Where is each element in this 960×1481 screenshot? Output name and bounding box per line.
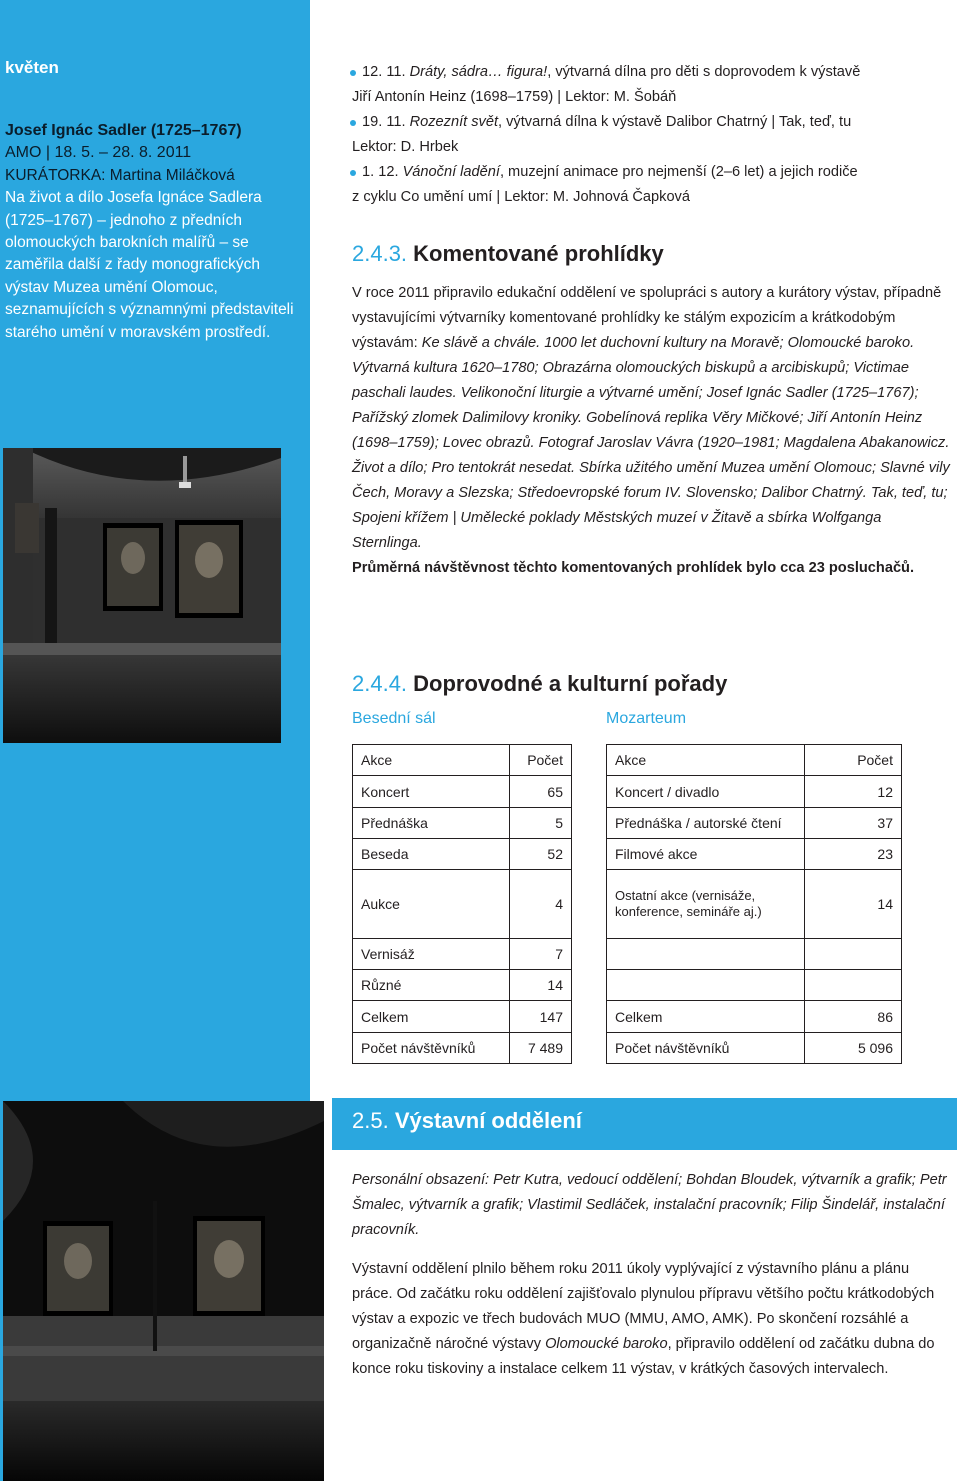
table-row: Koncert 65 <box>353 776 572 808</box>
besedni-sal-table <box>352 744 572 1064</box>
gallery-photo-hall <box>3 1101 324 1481</box>
list-item: 19. 11. Rozeznít svět, výtvarná dílna k výstavě Dalibor Chatrný | Tak, teď, tu Lektor: D. Hrbek <box>352 114 852 155</box>
section-heading: 2.4.4. Doprovodné a kulturní pořady <box>352 671 728 696</box>
sidebar-title: Josef Ignác Sadler (1725–1767) <box>5 122 242 139</box>
table-row: Přednáška 5 <box>353 808 572 839</box>
bullet-icon <box>350 70 356 76</box>
bullet-icon <box>350 170 356 176</box>
besedni-sal-heading: Besední sál <box>352 710 436 727</box>
exhibitions-text: Výstavní oddělení plnilo během roku 2011 úkoly vyplývající z výstavního plánu a plánu práce. Od začátku roku oddělení zajišťovalo plynulou přípravu většího počtu krátkodobých výstav a expozic ve třech budovách MUO (MMU, AMO, AMK). Po skončení rozsáhlé a organizačně náročné výstavy Olomoucké baroko, připravilo oddělení od začátku dubna do konce roku tiskoviny a instalace celkem 11 výstav, v krátkých časových intervalech. <box>352 1261 935 1377</box>
section-exhibitions-header <box>332 1098 957 1150</box>
section-guided-tours <box>352 241 952 581</box>
table-row: Vernisáž 7 <box>353 939 572 970</box>
table-row: Celkem 86 <box>607 1001 902 1033</box>
table-row: Počet návštěvníků 7 489 <box>353 1033 572 1064</box>
table-row: Aukce 4 <box>353 870 572 939</box>
gallery-photo-paintings <box>3 448 281 743</box>
sidebar-text <box>5 120 305 344</box>
list-item: 1. 12. Vánoční ladění, muzejní animace pro nejmenší (2–6 let) a jejich rodiče z cyklu Co umění umí | Lektor: M. Johnová Čapková <box>352 164 858 205</box>
sidebar-curator: KURÁTORKA: Martina Miláčková <box>5 166 235 184</box>
sidebar-description: Na život a dílo Josefa Ignáce Sadlera (1725–1767) – jednoho z předních olomouckých barokních malířů – se zaměřila další z řady monografických výstav Muzea umění Olomouc, seznamujících s významnými představiteli starého umění v moravském prostředí. <box>5 189 294 341</box>
sidebar-venue-dates: AMO | 18. 5. – 28. 8. 2011 <box>5 144 192 162</box>
section-heading: 2.4.3. Komentované prohlídky <box>352 241 664 266</box>
table-row: Akce Počet <box>353 745 572 776</box>
table-row: Filmové akce 23 <box>607 839 902 870</box>
table-row: Přednáška / autorské čtení 37 <box>607 808 902 839</box>
bullet-icon <box>350 120 356 126</box>
gallery-photo-hall-image <box>3 1101 324 1481</box>
table-row: Akce Počet <box>607 745 902 776</box>
list-item: 12. 11. Dráty, sádra… figura!, výtvarná dílna pro děti s doprovodem k výstavě Jiří Antonín Heinz (1698–1759) | Lektor: M. Šobáň <box>352 64 861 105</box>
table-row: Beseda 52 <box>353 839 572 870</box>
table-row <box>607 939 902 970</box>
mozarteum-heading: Mozarteum <box>606 710 687 727</box>
workshop-list <box>352 60 952 210</box>
gallery-photo-paintings-image <box>3 448 281 743</box>
table-row: Koncert / divadlo 12 <box>607 776 902 808</box>
sidebar-month: květen <box>5 58 59 77</box>
table-row: Různé 14 <box>353 970 572 1001</box>
table-row <box>607 970 902 1001</box>
staff-text: Personální obsazení: Petr Kutra, vedoucí oddělení; Bohdan Bloudek, výtvarník a grafik; Petr Šmalec, výtvarník a grafik; Vlastimil Sedláček, instalační pracovník; Filip Šindelář, instalační pracovník. <box>352 1172 947 1238</box>
guided-tours-text: V roce 2011 připravilo edukační oddělení ve spolupráci s autory a kurátory výstav, případně vystavujícími výtvarníky komentované prohlídky ke stálým expozicím a krátkodobým výstavám: Ke slávě a chvále. 1000 let duchovní kultury na Moravě; Olomoucké baroko. Výtvarná kultura 1620–1780; Obrazárna olomouckých biskupů a arcibiskupů; Victimae paschali laudes. Velikonoční liturgie a výtvarné umění; Josef Ignác Sadler (1725–1767); Pařížský zlomek Dalimilovy kroniky. Gobelínová replika Věry Mičkové; Jiří Antonín Heinz (1698–1759); Lovec obrazů. Fotograf Jaroslav Vávra (1920–1981; Magdalena Abakanowicz. Život a dílo; Pro tentokrát nesedat. Sbírka užitého umění Muzea umění Olomouc; Slavné vily Čech, Moravy a Slezska; Středoevropské forum IV. Slovensko; Dalibor Chatrný. Tak, teď, tu; Spojeni křížem | Umělecké poklady Městských muzeí v Žitavě a sbírka Wolfganga Sternlinga. Průměrná návštěvnost těchto komentovaných prohlídek bylo cca 23 posluchačů. <box>352 285 950 576</box>
table-row: Ostatní akce (vernisáže, konference, semináře aj.) 14 <box>607 870 902 939</box>
section-cultural-programs <box>352 671 952 697</box>
section-exhibitions <box>352 1168 952 1382</box>
table-row: Celkem 147 <box>353 1001 572 1033</box>
section-heading: 2.5. Výstavní oddělení <box>352 1108 582 1133</box>
table-row: Počet návštěvníků 5 096 <box>607 1033 902 1064</box>
mozarteum-table <box>606 744 902 1064</box>
